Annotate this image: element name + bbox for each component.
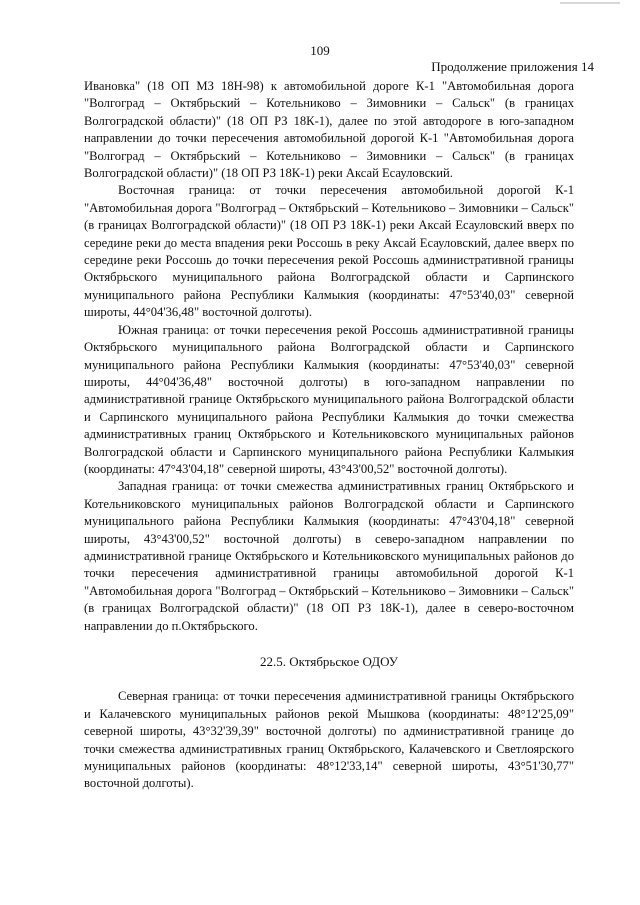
paragraph-north-border: Северная граница: от точки пересечения административной границы Октябрьского и Калачевского муниципальных районов рекой Мышкова (координаты: 48°12'25,09" северной широты, 43°32'39,39" восточной долготы) по административной границе до точки смежества административных границ Октябрьского, Калачевского и Светлоярского муниципальных районов (координаты: 48°12'33,14" северной широты, 43°51'30,77" восточной долготы). (84, 689, 574, 791)
continuation-label: Продолжение приложения 14 (431, 59, 594, 74)
paragraph-south-border: Южная граница: от точки пересечения рекой Россошь административной границы Октябрьского муниципального района Волгоградской области и Сарпинского муниципального района Республики Калмыкия (координаты: 47°53'40,03" северной широты, 44°04'36,48" восточной долготы) в юго-западном направлении по административной границе Октябрьского муниципального района Волгоградской области и Сарпинского муниципального района Республики Калмыкия до точки смежества административных границ Октябрьского и Котельниковского муниципальных районов Волгоградской области и Сарпинского муниципального района Республики Калмыкия (координаты: 47°43'04,18" северной широты, 43°43'00,52" восточной долготы). (84, 322, 574, 476)
paragraph-continued: Ивановка" (18 ОП МЗ 18Н-98) к автомобильной дороге К-1 "Автомобильная дорога "Волгоград – Октябрьский – Котельниково – Зимовники – Сальск" (в границах Волгоградской области)" (18 ОП РЗ 18К-1), далее по этой автодороге в юго-западном направлении до точки пересечения автомобильной дорогой К-1 "Автомобильная дорога "Волгоград – Октябрьский – Котельниково – Зимовники – Сальск" (в границах Волгоградской области)" (18 ОП РЗ 18К-1) реки Аксай Есауловский. (84, 79, 574, 181)
page-number: 109 (310, 43, 330, 58)
document-body (84, 78, 574, 793)
paragraph-west-border: Западная граница: от точки смежества административных границ Октябрьского и Котельниковского муниципальных районов Волгоградской области и Сарпинского муниципального района Республики Калмыкия (координаты: 47°43'04,18" северной широты, 43°43'00,52" восточной долготы) в северо-западном направлении по административной границе Октябрьского и Котельниковского муниципальных районов до точки пересечения административной границы автомобильной дорогой К-1 "Автомобильная дорога "Волгоград – Октябрьский – Котельниково – Зимовники – Сальск" (в границах Волгоградской области)" (18 ОП РЗ 18К-1), далее в северо-восточном направлении до п.Октябрьского. (84, 479, 574, 633)
paragraph-east-border: Восточная граница: от точки пересечения автомобильной дорогой К-1 "Автомобильная дорога "Волгоград – Октябрьский – Котельниково – Зимовники – Сальск" (в границах Волгоградской области)" (18 ОП РЗ 18К-1) реки Аксай Есауловский вверх по середине реки до места впадения реки Россошь в реку Аксай Есауловский, далее вверх по середине реки Россошь до точки пересечения рекой Россошь административной границы Октябрьского муниципального района Волгоградской области и Сарпинского муниципального района Республики Калмыкия (координаты: 47°53'40,03" северной широты, 44°04'36,48" восточной долготы). (84, 183, 574, 320)
section-heading: 22.5. Октябрьское ОДОУ (260, 654, 398, 669)
scan-artifact (560, 2, 620, 4)
